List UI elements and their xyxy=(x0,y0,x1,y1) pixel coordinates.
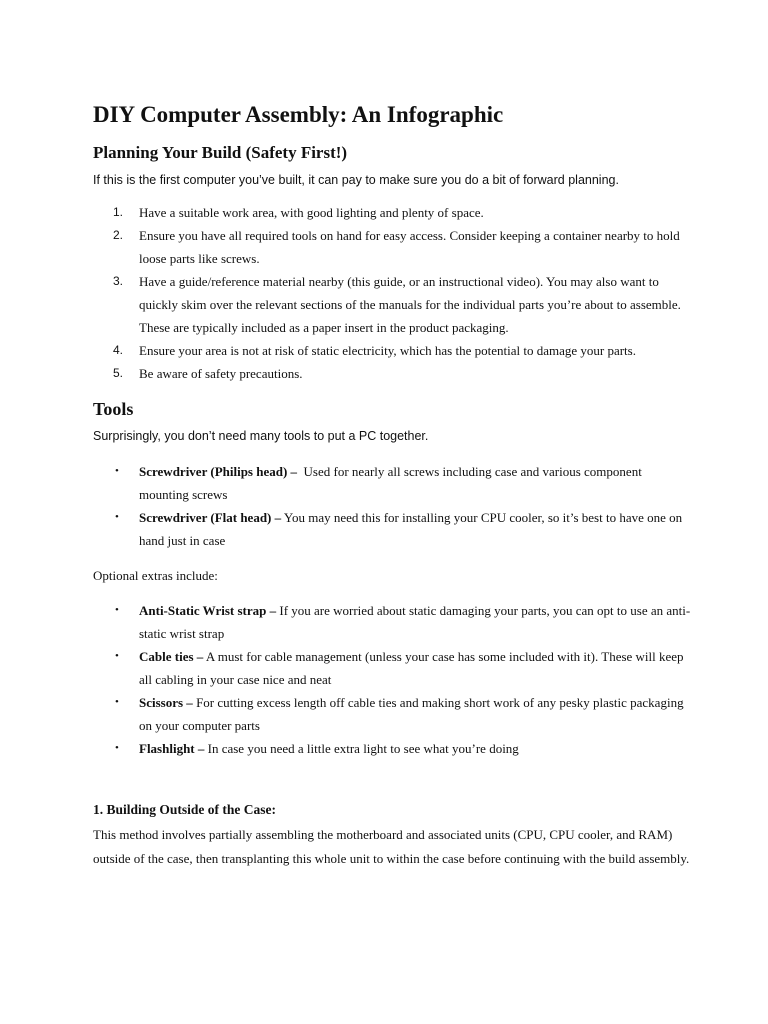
step-number: 1. xyxy=(113,205,124,219)
step-text: Have a guide/reference material nearby (this guide, or an instructional video). You may also want to quickly skim over the relevant sections of the manuals for the individual parts you’re about to assemble. These are typically included as a paper insert in the product packaging. xyxy=(139,274,681,335)
extra-item-cable-ties xyxy=(93,645,693,691)
step-number: 4. xyxy=(113,343,124,357)
step-number: 2. xyxy=(113,228,124,242)
planning-step-3 xyxy=(93,270,693,339)
tool-label: Screwdriver (Flat head) – xyxy=(139,510,282,525)
step-number: 5. xyxy=(113,366,124,380)
extra-item-wrist-strap xyxy=(93,599,693,645)
tool-label: Screwdriver (Philips head) – xyxy=(139,464,298,479)
tools-heading: Tools xyxy=(93,399,134,419)
planning-heading: Planning Your Build (Safety First!) xyxy=(93,143,348,162)
step-text: Ensure your area is not at risk of static electricity, which has the potential to damage your parts. xyxy=(139,343,636,358)
bullet-icon: • xyxy=(115,650,119,662)
step-text: Have a suitable work area, with good lighting and plenty of space. xyxy=(139,205,484,220)
bullet-icon: • xyxy=(115,604,119,616)
planning-step-1 xyxy=(93,201,693,224)
extra-item-scissors xyxy=(93,691,693,737)
bullet-icon: • xyxy=(115,742,119,754)
tools-intro: Surprisingly, you don’t need many tools to put a PC together. xyxy=(93,429,429,443)
bullet-icon: • xyxy=(115,511,119,523)
section-1-heading: 1. Building Outside of the Case: xyxy=(93,802,277,817)
extra-description: For cutting excess length off cable ties and making short work of any pesky plastic packaging on your computer parts xyxy=(139,695,687,733)
extra-label: Anti-Static Wrist strap – xyxy=(139,603,277,618)
tool-description: Used for nearly all screws including case and various component mounting screws xyxy=(139,464,646,502)
extra-item-flashlight xyxy=(93,737,693,760)
extra-label: Flashlight – xyxy=(139,741,205,756)
step-number: 3. xyxy=(113,274,124,288)
extra-description: If you are worried about static damaging your parts, you can opt to use an anti-static wrist strap xyxy=(139,603,691,641)
tool-item-flat-screwdriver xyxy=(93,506,693,552)
planning-steps-list xyxy=(93,201,693,385)
document-title: DIY Computer Assembly: An Infographic xyxy=(93,102,504,127)
bullet-icon: • xyxy=(115,465,119,477)
document-content xyxy=(93,99,693,871)
tools-list xyxy=(93,460,693,552)
optional-extras-intro: Optional extras include: xyxy=(93,568,218,583)
extra-label: Scissors – xyxy=(139,695,193,710)
planning-step-4 xyxy=(93,339,693,362)
optional-extras-list xyxy=(93,599,693,760)
extra-description: A must for cable management (unless your case has some included with it). These will keep all cabling in your case nice and neat xyxy=(139,649,687,687)
extra-label: Cable ties – xyxy=(139,649,204,664)
planning-step-5 xyxy=(93,362,693,385)
planning-step-2 xyxy=(93,224,693,270)
section-1-body: This method involves partially assembling the motherboard and associated units (CPU, CPU cooler, and RAM) outside of the case, then transplanting this whole unit to within the case before continuing with the build assembly. xyxy=(93,827,690,866)
tool-item-philips-screwdriver xyxy=(93,460,693,506)
step-text: Ensure you have all required tools on hand for easy access. Consider keeping a container nearby to hold loose parts like screws. xyxy=(139,228,680,266)
bullet-icon: • xyxy=(115,696,119,708)
extra-description: In case you need a little extra light to see what you’re doing xyxy=(204,741,519,756)
tool-description: You may need this for installing your CPU cooler, so it’s best to have one on hand just in case xyxy=(139,510,686,548)
planning-intro: If this is the first computer you’ve built, it can pay to make sure you do a bit of forward planning. xyxy=(93,173,619,187)
step-text: Be aware of safety precautions. xyxy=(139,366,303,381)
